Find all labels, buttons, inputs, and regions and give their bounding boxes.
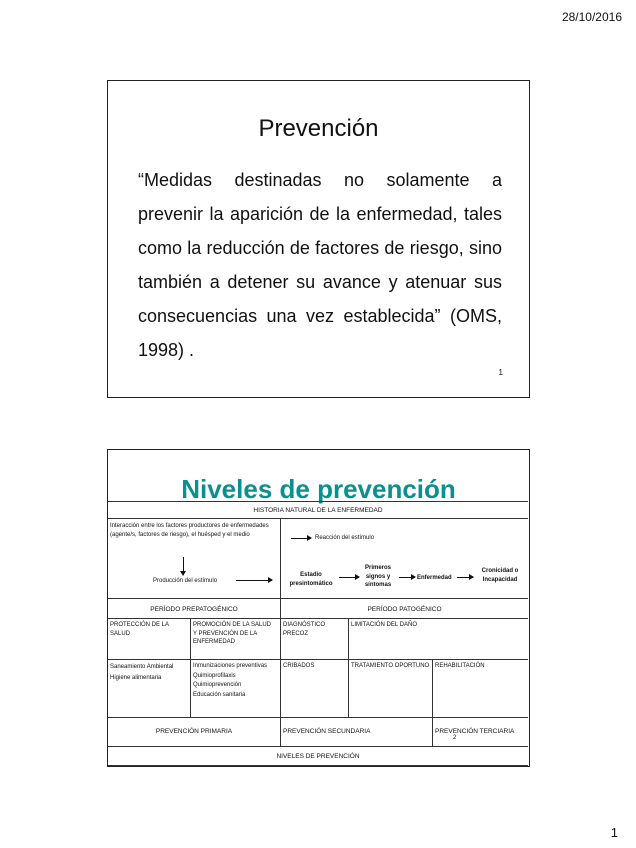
- cell-inmunizaciones: Inmunizaciones preventivas Quimioprofilaxis Quimioprevención Educación sanitaria: [190, 660, 280, 717]
- stage-presintomatico: Estadío presintomático: [289, 572, 333, 587]
- down-arrow-icon: [183, 557, 184, 575]
- slide-2-title: Niveles de prevención: [181, 474, 456, 504]
- level-terciaria: PREVENCIÓN TERCIARIA: [432, 718, 528, 746]
- stage-primeros-signos: Primeros signos y síntomas: [364, 565, 392, 588]
- production-label: Producción del estímulo: [153, 578, 218, 584]
- table-header: HISTORIA NATURAL DE LA ENFERMEDAD: [253, 507, 383, 514]
- level-primaria: PREVENCIÓN PRIMARIA: [155, 728, 233, 735]
- stage-enfermedad: Enfermedad: [417, 575, 452, 581]
- interaction-text: Interacción entre los factores productores de enfermedades (agente/s, factores de riesgo), el huésped y el medio: [110, 523, 269, 538]
- level-secundaria: PREVENCIÓN SECUNDARIA: [280, 718, 432, 746]
- cell-saneamiento: Saneamiento Ambiental Higiene alimentaria: [110, 664, 174, 681]
- arrow-right-icon: [339, 577, 359, 578]
- slide-1: [107, 80, 530, 398]
- table-footer: NIVELES DE PREVENCIÓN: [276, 753, 360, 760]
- cell-diagnostico-precoz: DIAGNÓSTICO PRECOZ: [280, 619, 348, 659]
- header-date: 28/10/2016: [561, 10, 622, 24]
- stage-cronicidad: Cronicidad o Incapacidad: [481, 568, 519, 583]
- arrow-right-icon: [291, 538, 311, 539]
- cell-proteccion-salud: PROTECCIÓN DE LA SALUD: [110, 622, 169, 637]
- arrow-right-icon: [236, 580, 272, 581]
- cell-tratamiento-oportuno: TRATAMIENTO OPORTUNO: [348, 660, 432, 717]
- arrow-right-icon: [399, 577, 415, 578]
- slide-2: [107, 449, 530, 767]
- slide-1-body: “Medidas destinadas no solamente a prevenir la aparición de la enfermedad, tales como la reducción de factores de riesgo, sino también a detener su avance y atenuar sus consecuencias una vez establecida” (OMS, 1998) .: [138, 170, 502, 360]
- slide-1-title: Prevención: [258, 115, 379, 142]
- cell-limitacion-dano: LIMITACIÓN DEL DAÑO: [348, 619, 528, 659]
- reaction-label: Reacción del estímulo: [315, 535, 375, 541]
- cell-promocion-salud: PROMOCIÓN DE LA SALUD Y PREVENCIÓN DE LA ENFERMEDAD: [190, 619, 280, 659]
- cell-cribados: CRIBADOS: [280, 660, 348, 717]
- arrow-right-icon: [457, 577, 473, 578]
- period-prepatogenico: PERÍODO PREPATOGÉNICO: [150, 606, 238, 613]
- slide-2-number: 2: [453, 735, 457, 741]
- cell-rehabilitacion: REHABILITACIÓN: [432, 660, 528, 717]
- period-patogenico: PERÍODO PATOGÉNICO: [280, 599, 528, 618]
- page-number: 1: [610, 825, 618, 840]
- slide-1-number: 1: [498, 368, 503, 377]
